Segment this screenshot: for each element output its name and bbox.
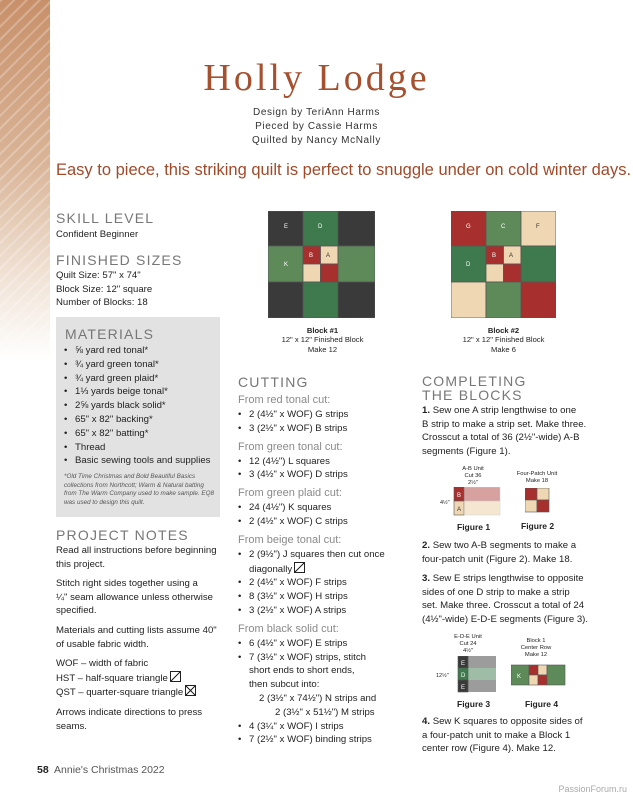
- block1-d-square: [303, 282, 338, 318]
- notes-heading: PROJECT NOTES: [56, 527, 189, 543]
- cutting-beige-sub: From beige tonal cut:: [238, 533, 342, 546]
- list-item: • 2 (4½" x WOF) G strips: [238, 408, 413, 422]
- block1-e-square: [268, 282, 303, 318]
- list-item: • 7 (3½" x WOF) strips, stitch short ends to short ends, then subcut into: 2 (3½" x 74½") N strips and 2 (3½" x 51½") M strips: [238, 651, 413, 720]
- figure1-caption: Figure 1: [457, 522, 491, 532]
- block2-label-d: D: [466, 262, 471, 268]
- decorative-side-banner: [0, 0, 50, 360]
- project-notes: Read all instructions before beginning this project. Stitch right sides together using a ¼" seam allowance unless otherwise specified. Materials and cutting lists assume 40" of usable fabric width. WOF – width of fabric HST – half-square triangle QST – quarter-square triangle Arrows indicate directions to press seams.: [56, 544, 226, 733]
- step-4: 4. Sew K squares to opposite sides of a four-patch unit to make a Block 1 center row (Figure 4). Make 12.: [422, 716, 583, 755]
- list-item: • ¾ yard green plaid*: [64, 372, 216, 386]
- block2-c-square: [486, 282, 521, 318]
- figure1-labels: A-B Unit Cut 36 2½": [462, 466, 484, 486]
- block2-label-g: G: [466, 224, 471, 230]
- block2-label-c: C: [501, 224, 506, 230]
- block2-a-patch: [486, 264, 504, 282]
- block1-label-b: B: [309, 253, 314, 259]
- svg-text:E: E: [461, 685, 466, 691]
- block1-diagram: [268, 211, 375, 318]
- figure3-caption: Figure 3: [457, 699, 491, 709]
- list-item: • 8 (3½" x WOF) H strips: [238, 590, 413, 604]
- block-size: Block Size: 12" square: [56, 283, 153, 295]
- page-title: Holly Lodge: [203, 57, 430, 99]
- block2-b-patch: [504, 264, 522, 282]
- qst-icon: [185, 685, 196, 696]
- qst-note: QST – quarter-square triangle: [56, 685, 226, 700]
- block1-label-k: K: [284, 262, 289, 268]
- cutting-red-sub: From red tonal cut:: [238, 394, 331, 406]
- svg-text:4½": 4½": [440, 500, 450, 506]
- block1-e-square: [338, 211, 375, 246]
- block1-e-square: [338, 282, 375, 318]
- fig1-strip-a: [464, 501, 500, 515]
- list-item: • 4 (3¼" x WOF) I strips: [238, 720, 413, 734]
- list-item: • 2⅝ yards black solid*: [64, 399, 216, 413]
- hst-icon: [170, 671, 181, 682]
- list-item: • 6 (4½" x WOF) E strips: [238, 637, 413, 651]
- list-item: • 7 (2½" x WOF) binding strips: [238, 733, 413, 747]
- svg-text:E: E: [461, 661, 466, 667]
- list-item: • 2 (4½" x WOF) C strips: [238, 515, 413, 529]
- list-item: • ⅝ yard red tonal*: [64, 344, 216, 358]
- list-item: • 2 (4½" x WOF) F strips: [238, 576, 413, 590]
- step-2: 2. Sew two A-B segments to make a four-patch unit (Figure 2). Make 18.: [422, 540, 577, 565]
- credit-pieced: Pieced by Cassie Harms: [255, 121, 378, 132]
- block1-a-patch: [303, 264, 321, 282]
- figure2-diagram: [525, 488, 551, 514]
- block2-d-square: [521, 246, 556, 282]
- cutting-heading: CUTTING: [238, 374, 309, 390]
- magazine-name: Annie's Christmas 2022: [54, 764, 165, 776]
- fig1-strip-b: [464, 487, 500, 501]
- page-number: 58: [37, 764, 49, 776]
- block1-label-e: E: [284, 224, 289, 230]
- block2-caption: Block #2 12" x 12" Finished Block Make 6: [462, 326, 545, 354]
- svg-text:A: A: [457, 507, 462, 513]
- figure4-labels: Block 1 Center Row Make 12: [520, 638, 552, 658]
- list-item: • 3 (2½" x WOF) B strips: [238, 422, 413, 436]
- step-1: 1. Sew one A strip lengthwise to one B strip to make a strip set. Make three. Crosscut a total of 36 (2½"-wide) A-B segments (Figure 1).: [422, 405, 587, 457]
- svg-text:D: D: [461, 673, 466, 679]
- watermark: PassionForum.ru: [558, 784, 627, 794]
- svg-text:12½": 12½": [436, 673, 449, 679]
- tagline: Easy to piece, this striking quilt is perfect to snuggle under on cold winter days.: [56, 161, 632, 179]
- cutting-plaid-sub: From green plaid cut:: [238, 487, 342, 500]
- block1-caption: Block #1 12" x 12" Finished Block Make 12: [281, 326, 364, 354]
- cutting-section: [238, 394, 413, 747]
- figure3-diagram: [436, 656, 498, 694]
- skill-value: Confident Beginner: [56, 229, 139, 240]
- list-item: • 3 (4½" x WOF) D strips: [238, 468, 413, 482]
- list-item: • 65" x 82" backing*: [64, 413, 216, 427]
- figure1-diagram: [440, 487, 502, 517]
- materials-heading: MATERIALS: [65, 326, 155, 342]
- list-item: • 1⅓ yards beige tonal*: [64, 385, 216, 399]
- page-footer: [37, 764, 165, 776]
- block2-f-square: [451, 282, 486, 318]
- materials-footnote: *Old Time Christmas and Bold Beautiful Basics collections from Northcott; Warm & Natural batting from The Warm Company used to make sample. EQ8 was used to design this quilt.: [64, 473, 215, 506]
- credit-design: Design by TeriAnn Harms: [253, 107, 380, 118]
- block1-label-d: D: [318, 224, 323, 230]
- cutting-green-sub: From green tonal cut:: [238, 440, 343, 453]
- block2-g-square: [521, 282, 556, 318]
- materials-list: [64, 344, 216, 468]
- quilt-size: Quilt Size: 57" x 74": [56, 270, 141, 281]
- list-item: • 65" x 82" batting*: [64, 427, 216, 441]
- block1-label-a: A: [326, 253, 331, 259]
- figure2-caption: Figure 2: [521, 521, 555, 531]
- list-item: • 24 (4½") K squares: [238, 501, 413, 515]
- cutting-black-sub: From black solid cut:: [238, 622, 339, 635]
- credit-quilted: Quilted by Nancy McNally: [252, 135, 381, 146]
- figure3-labels: E-D-E Unit Cut 24 4½": [454, 634, 482, 654]
- block2-diagram: [451, 211, 556, 318]
- block2-label-b: B: [492, 253, 497, 259]
- hst-icon: [294, 562, 305, 573]
- list-item: • Thread: [64, 441, 216, 455]
- hst-note: HST – half-square triangle: [56, 671, 226, 686]
- list-item: • 3 (2½" x WOF) A strips: [238, 604, 413, 618]
- sizes-list: [56, 269, 152, 310]
- block1-b-patch: [321, 264, 339, 282]
- list-item: • 12 (4½") L squares: [238, 455, 413, 469]
- block2-label-f: F: [536, 224, 540, 230]
- number-of-blocks: Number of Blocks: 18: [56, 297, 148, 309]
- figure4-caption: Figure 4: [525, 699, 559, 709]
- figure2-labels: Four-Patch Unit Make 18: [516, 471, 558, 484]
- sizes-heading: FINISHED SIZES: [56, 252, 183, 268]
- completing-heading: COMPLETING THE BLOCKS: [422, 373, 527, 403]
- svg-text:B: B: [457, 493, 462, 499]
- block1-k-square: [338, 246, 375, 282]
- list-item: • Basic sewing tools and supplies: [64, 454, 216, 468]
- skill-heading: SKILL LEVEL: [56, 210, 155, 226]
- list-item: • 2 (9½") J squares then cut once diagonally: [238, 548, 413, 577]
- block2-label-a: A: [509, 253, 514, 259]
- svg-text:K: K: [517, 674, 522, 680]
- list-item: • ¾ yard green tonal*: [64, 358, 216, 372]
- figure4-diagram: [511, 664, 567, 688]
- step-3: 3. Sew E strips lengthwise to opposite sides of one D strip to make a strip set. Make three. Crosscut a total of 24 (4½"-wide) E-D-E segments (Figure 3).: [422, 573, 589, 625]
